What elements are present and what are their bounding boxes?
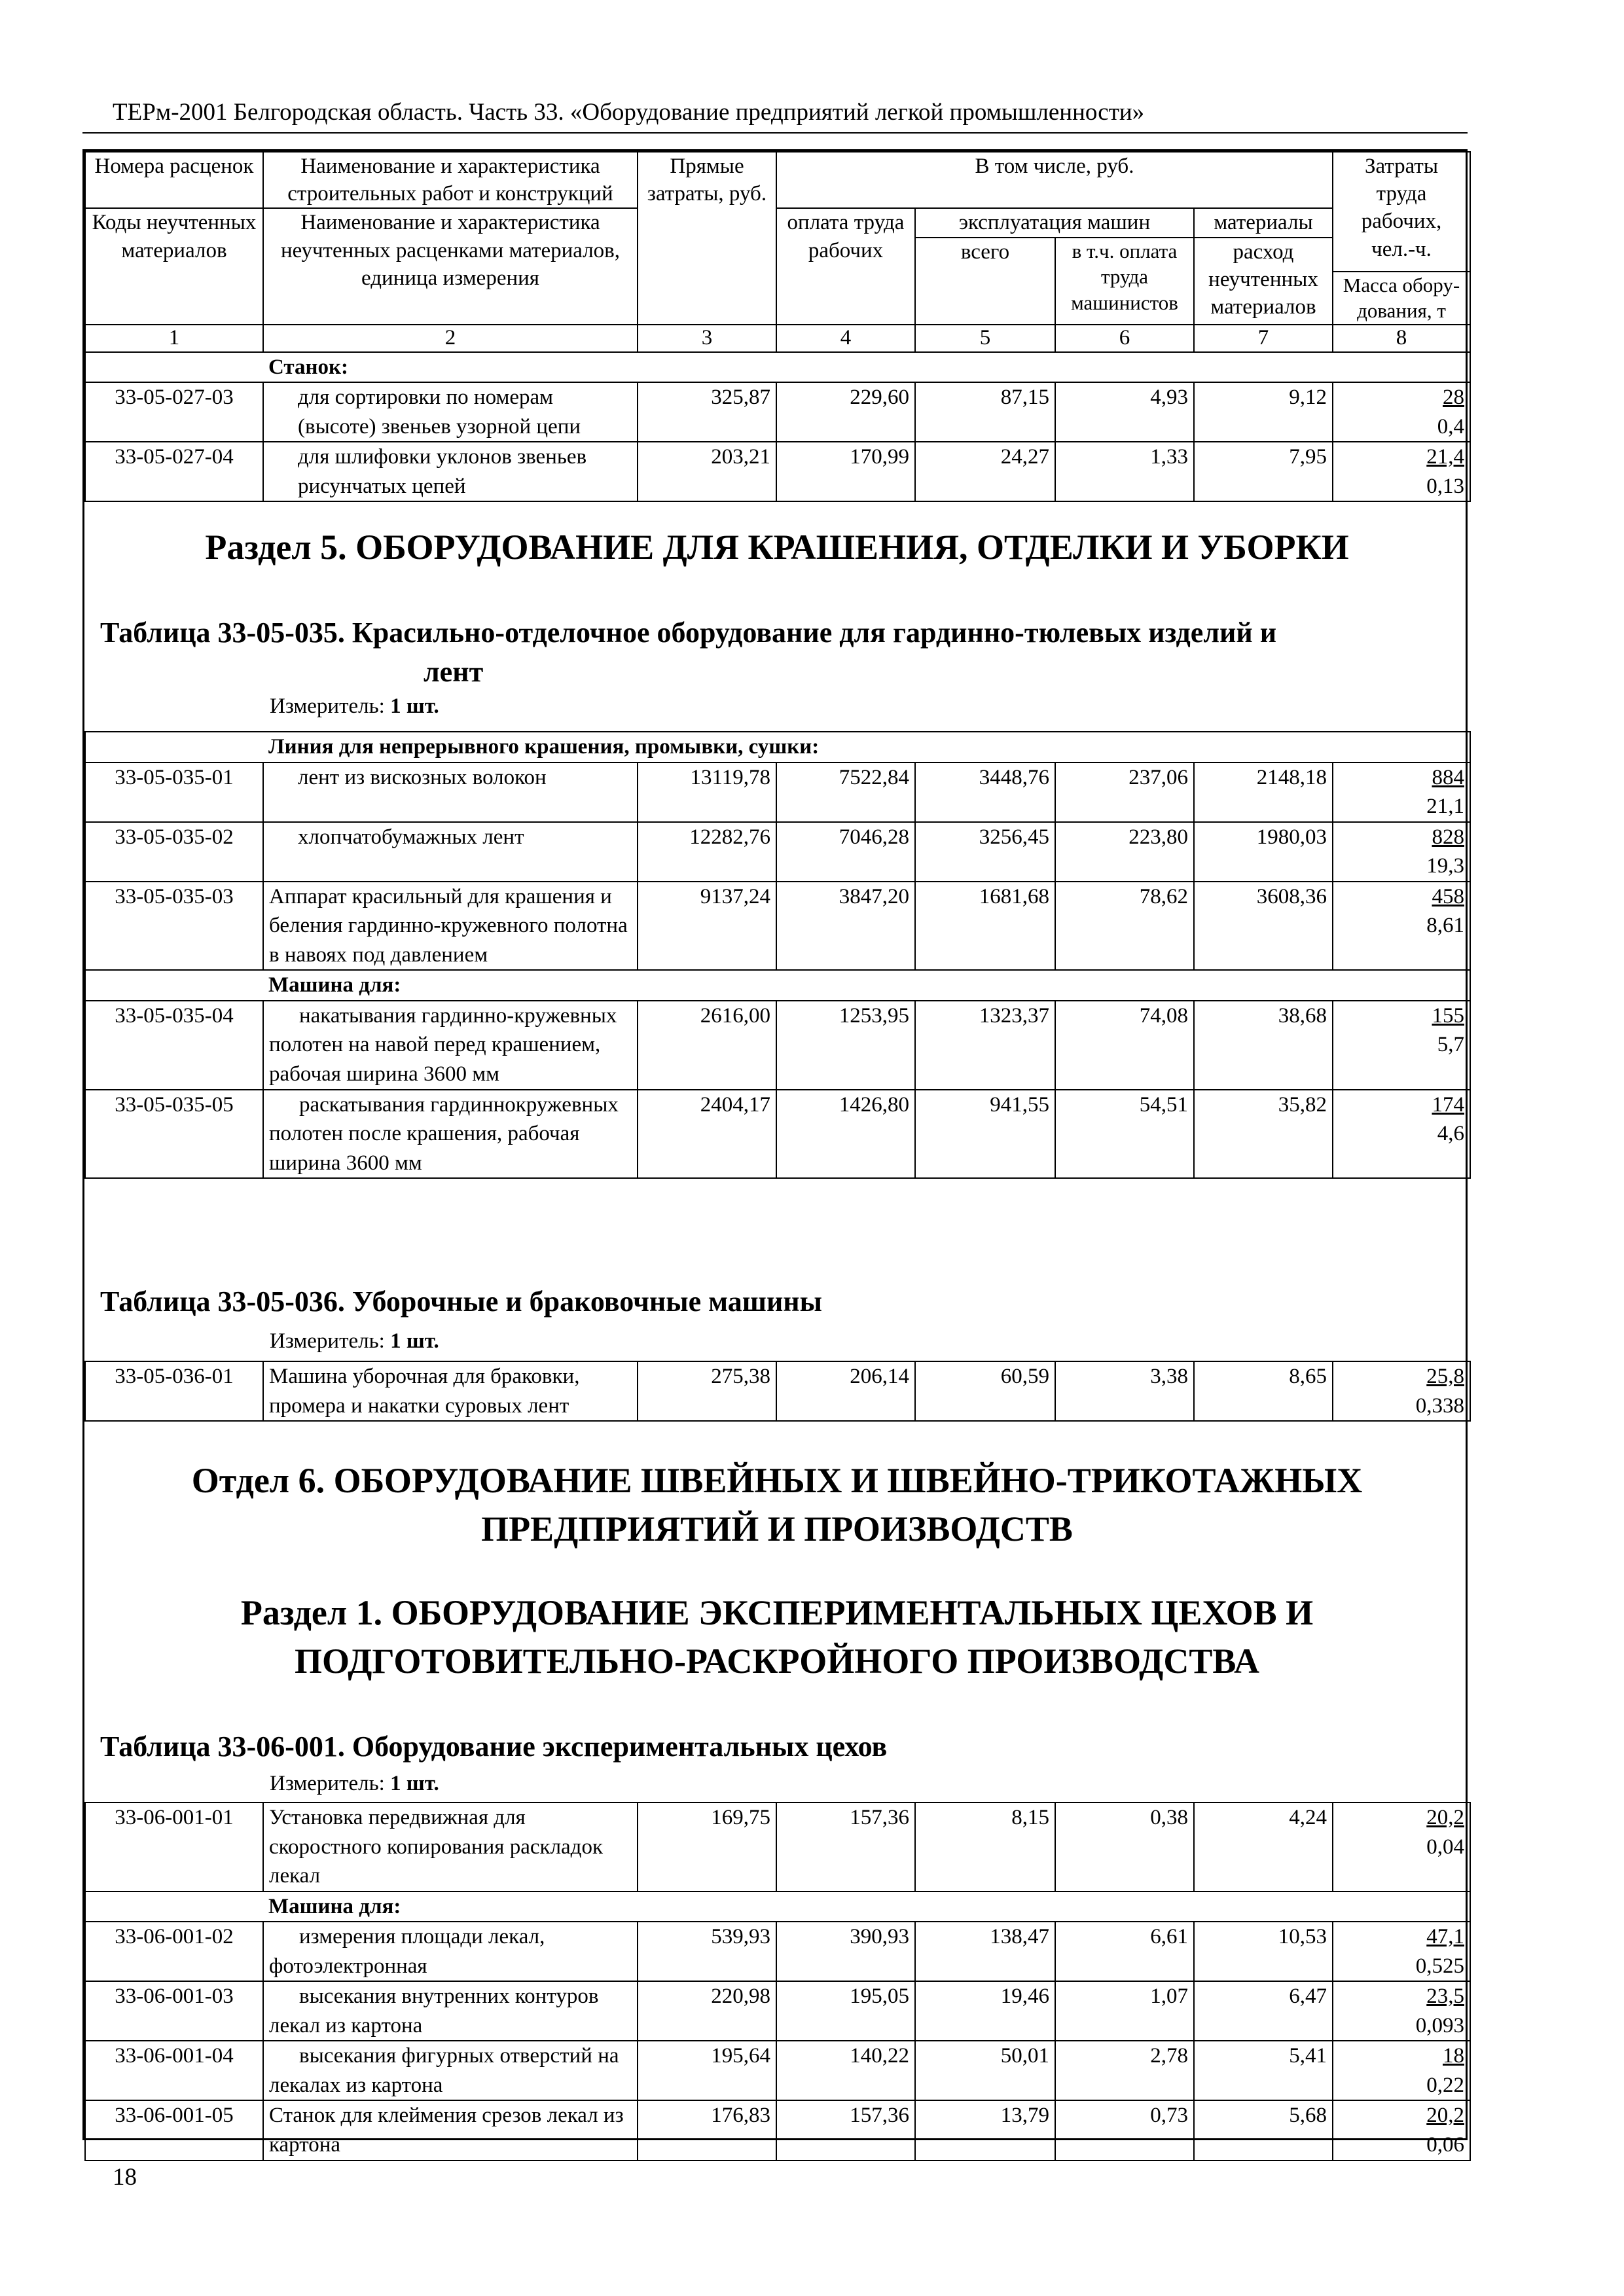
rate-name: хлопчатобумажных лент [263,822,638,882]
labor-hours: 18 [1443,2044,1464,2068]
operator-wages: 1,07 [1055,1981,1194,2041]
section-5-title: Раздел 5. ОБОРУДОВАНИЕ ДЛЯ КРАШЕНИЯ, ОТДЕЛКИ И УБОРКИ [205,528,1349,567]
labor-hours: 25,8 [1426,1365,1464,1388]
operator-wages: 223,80 [1055,822,1194,882]
machines-total: 138,47 [915,1922,1055,1981]
machines-total: 941,55 [915,1090,1055,1179]
labor-hours: 28 [1443,386,1465,410]
machines-total: 24,27 [915,442,1055,501]
labor-hours: 828 [1432,825,1464,849]
section-1-title: Раздел 1. ОБОРУДОВАНИЕ ЭКСПЕРИМЕНТАЛЬНЫХ ЦЕХОВ И [240,1593,1314,1632]
operator-wages: 2,78 [1055,2041,1194,2100]
header-rule [82,132,1468,134]
labor-hours: 20,2 [1426,1806,1464,1829]
rate-name: Аппарат красильный для крашения и беления гардинно-кружевного полотна в навоях под давлением [263,882,638,971]
equipment-mass: 5,7 [1437,1033,1464,1057]
wages: 170,99 [776,442,915,501]
rate-name: высекания внутренних контуров лекал из картона [263,1981,638,2041]
equipment-mass: 8,61 [1426,914,1464,938]
operator-wages: 237,06 [1055,762,1194,822]
equipment-mass: 21,1 [1426,795,1464,819]
rate-code: 33-05-027-04 [85,442,263,501]
rate-code: 33-05-035-01 [85,762,263,822]
measure-unit [270,1772,439,1796]
measure-value: 1 шт. [390,1772,439,1795]
rate-code: 33-05-035-05 [85,1090,263,1179]
group-label: Машина для: [263,1892,1470,1922]
equipment-mass: 0,093 [1415,2013,1464,2037]
direct-costs: 220,98 [638,1981,776,2041]
machines-total: 19,46 [915,1981,1055,2041]
page-number: 18 [113,2164,137,2191]
col-head-unaccounted-materials: расход неучтенных материалов [1194,238,1333,325]
col-head-material-codes: Коды неучтенных материалов [85,208,263,325]
materials: 35,82 [1194,1090,1333,1179]
measure-label: Измеритель: [270,1772,385,1795]
machines-total: 87,15 [915,382,1055,442]
equipment-mass: 4,6 [1437,1122,1464,1146]
rate-name: измерения площади лекал, фотоэлектронная [263,1922,638,1981]
materials: 5,68 [1194,2100,1333,2160]
labor-hours: 155 [1432,1003,1464,1028]
table-001 [84,1802,1471,2161]
department-6-title-cont: ПРЕДПРИЯТИЙ И ПРОИЗВОДСТВ [481,1509,1073,1549]
equipment-mass: 0,04 [1426,1835,1464,1859]
rate-code: 33-06-001-04 [85,2041,263,2100]
col-head-material-name: Наименование и характеристика неучтенных расценками материалов, единица измерения [263,208,638,325]
rate-code: 33-06-001-01 [85,1803,263,1892]
materials: 5,41 [1194,2041,1333,2100]
col-head-including: В том числе, руб. [776,152,1333,208]
machines-total: 8,15 [915,1803,1055,1892]
machines-total: 1323,37 [915,1001,1055,1090]
rate-code: 33-06-001-03 [85,1981,263,2041]
labor-hours: 47,1 [1426,1925,1464,1949]
equipment-mass: 19,3 [1426,854,1464,878]
col-head-operator-wages: в т.ч. оплата труда машинистов [1055,238,1194,325]
table-035-title-cont: лент [424,656,484,688]
labor-hours: 21,4 [1426,445,1465,469]
table-035-title: Таблица 33-05-035. Красильно-отделочное оборудование для гардинно-тюлевых изделий и [100,617,1277,649]
wages: 140,22 [776,2041,915,2100]
materials: 9,12 [1194,382,1333,442]
rate-name: для сортировки по номерам (высоте) звеньев узорной цепи [263,382,638,442]
measure-unit [270,1329,439,1354]
wages: 157,36 [776,2100,915,2160]
operator-wages: 74,08 [1055,1001,1194,1090]
materials: 7,95 [1194,442,1333,501]
operator-wages: 3,38 [1055,1361,1194,1421]
department-6-title: Отдел 6. ОБОРУДОВАНИЕ ШВЕЙНЫХ И ШВЕЙНО-ТРИКОТАЖНЫХ [191,1461,1363,1500]
materials: 38,68 [1194,1001,1333,1090]
operator-wages: 6,61 [1055,1922,1194,1981]
equipment-mass: 0,22 [1426,2073,1464,2097]
materials: 2148,18 [1194,762,1333,822]
direct-costs: 12282,76 [638,822,776,882]
measure-unit [270,694,439,719]
materials: 10,53 [1194,1922,1333,1981]
operator-wages: 78,62 [1055,882,1194,971]
operator-wages: 0,38 [1055,1803,1194,1892]
materials: 6,47 [1194,1981,1333,2041]
wages: 1426,80 [776,1090,915,1179]
direct-costs: 13119,78 [638,762,776,822]
wages: 229,60 [776,382,915,442]
rate-name: лент из вискозных волокон [263,762,638,822]
col-num-7: 7 [1194,325,1333,352]
rate-name: раскатывания гардиннокружевных полотен после крашения, рабочая ширина 3600 мм [263,1090,638,1179]
table-036 [84,1361,1471,1422]
rate-code: 33-06-001-02 [85,1922,263,1981]
machines-total: 13,79 [915,2100,1055,2160]
rate-name: высекания фигурных отверстий на лекалах из картона [263,2041,638,2100]
wages: 195,05 [776,1981,915,2041]
wages: 206,14 [776,1361,915,1421]
table-036-title: Таблица 33-05-036. Уборочные и браковочные машины [100,1285,823,1318]
direct-costs: 9137,24 [638,882,776,971]
equipment-mass: 0,338 [1415,1393,1464,1418]
materials: 8,65 [1194,1361,1333,1421]
operator-wages: 54,51 [1055,1090,1194,1179]
direct-costs: 176,83 [638,2100,776,2160]
col-head-name: Наименование и характеристика строительных работ и конструкций [263,152,638,208]
machines-total: 3448,76 [915,762,1055,822]
rate-code: 33-05-027-03 [85,382,263,442]
col-head-labor: Затраты труда рабочих, чел.-ч. [1333,152,1470,272]
col-num-2: 2 [263,325,638,352]
section-1-title-cont: ПОДГОТОВИТЕЛЬНО-РАСКРОЙНОГО ПРОИЗВОДСТВА [294,1641,1260,1681]
col-head-machines: эксплуатация машин [915,208,1194,237]
col-num-6: 6 [1055,325,1194,352]
measure-label: Измеритель: [270,694,385,718]
direct-costs: 325,87 [638,382,776,442]
group-label: Линия для непрерывного крашения, промывки, сушки: [263,732,1470,762]
col-head-mass: Масса обору-дования, т [1333,272,1470,325]
wages: 1253,95 [776,1001,915,1090]
wages: 7522,84 [776,762,915,822]
rate-name: Машина уборочная для браковки, промера и накатки суровых лент [263,1361,638,1421]
rate-code: 33-05-036-01 [85,1361,263,1421]
direct-costs: 2616,00 [638,1001,776,1090]
document-frame [82,149,1468,2157]
col-num-4: 4 [776,325,915,352]
table-035 [84,731,1471,1179]
wages: 7046,28 [776,822,915,882]
materials: 1980,03 [1194,822,1333,882]
machines-total: 60,59 [915,1361,1055,1421]
col-head-direct-costs: Прямые затраты, руб. [638,152,776,325]
labor-hours: 458 [1432,884,1464,908]
wages: 157,36 [776,1803,915,1892]
table-001-title: Таблица 33-06-001. Оборудование экспериментальных цехов [100,1731,888,1763]
price-table-head [84,151,1471,502]
machines-total: 50,01 [915,2041,1055,2100]
machines-total: 1681,68 [915,882,1055,971]
rate-name: накатывания гардинно-кружевных полотен на навой перед крашением, рабочая ширина 3600 мм [263,1001,638,1090]
col-head-machines-total: всего [915,238,1055,325]
direct-costs: 195,64 [638,2041,776,2100]
col-num-3: 3 [638,325,776,352]
col-head-codes: Номера расценок [85,152,263,208]
operator-wages: 0,73 [1055,2100,1194,2160]
col-num-8: 8 [1333,325,1470,352]
equipment-mass: 0,06 [1426,2133,1464,2157]
rate-name: Установка передвижная для скоростного копирования раскладок лекал [263,1803,638,1892]
labor-hours: 20,2 [1426,2104,1464,2128]
wages: 390,93 [776,1922,915,1981]
col-num-1: 1 [85,325,263,352]
labor-hours: 174 [1432,1092,1464,1117]
running-header: ТЕРм-2001 Белгородская область. Часть 33. «Оборудование предприятий легкой промышленности» [113,99,1145,126]
equipment-mass: 0,525 [1415,1954,1464,1978]
group-label: Машина для: [263,970,1470,1001]
measure-value: 1 шт. [390,1329,439,1353]
rate-code: 33-05-035-03 [85,882,263,971]
equipment-mass: 0,4 [1437,414,1465,439]
labor-hours: 23,5 [1426,1984,1464,2009]
materials: 4,24 [1194,1803,1333,1892]
equipment-mass: 0,13 [1426,474,1465,498]
direct-costs: 169,75 [638,1803,776,1892]
materials: 3608,36 [1194,882,1333,971]
direct-costs: 2404,17 [638,1090,776,1179]
labor-hours: 884 [1432,765,1464,789]
direct-costs: 275,38 [638,1361,776,1421]
measure-value: 1 шт. [390,694,439,718]
rate-code: 33-05-035-04 [85,1001,263,1090]
rate-name: для шлифовки уклонов звеньев рисунчатых цепей [263,442,638,501]
col-head-wages: оплата труда рабочих [776,208,915,325]
rate-code: 33-05-035-02 [85,822,263,882]
measure-label: Измеритель: [270,1329,385,1353]
direct-costs: 539,93 [638,1922,776,1981]
operator-wages: 1,33 [1055,442,1194,501]
rate-name: Станок для клеймения срезов лекал из картона [263,2100,638,2160]
group-label: Станок: [263,352,1470,383]
wages: 3847,20 [776,882,915,971]
operator-wages: 4,93 [1055,382,1194,442]
direct-costs: 203,21 [638,442,776,501]
rate-code: 33-06-001-05 [85,2100,263,2160]
col-num-5: 5 [915,325,1055,352]
col-head-materials: материалы [1194,208,1333,237]
machines-total: 3256,45 [915,822,1055,882]
